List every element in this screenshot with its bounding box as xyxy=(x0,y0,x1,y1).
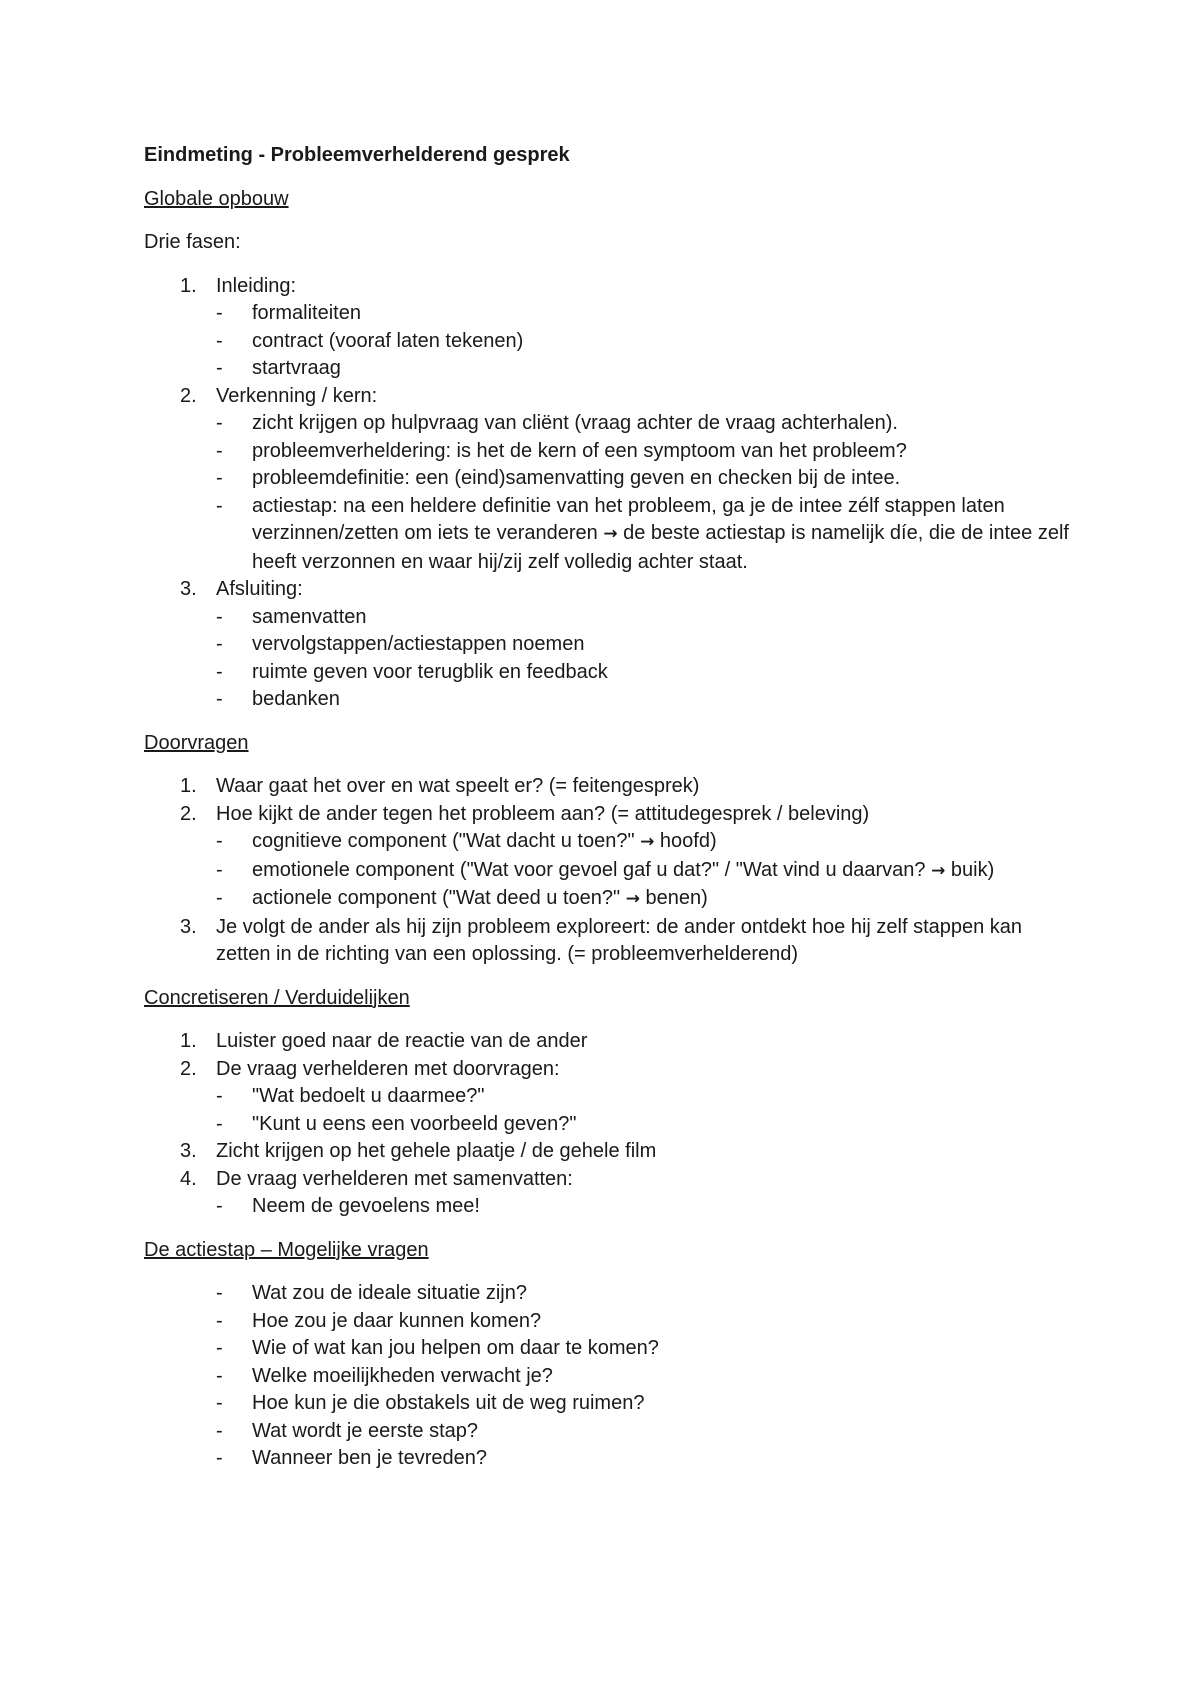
sub-list xyxy=(216,300,1074,383)
sub-item xyxy=(216,355,1074,383)
list-item xyxy=(144,1138,1074,1166)
sub-item-text: Wie of wat kan jou helpen om daar te komen? xyxy=(252,1337,659,1359)
sub-item xyxy=(216,1083,1074,1111)
dash-bullet: - xyxy=(216,830,223,852)
list-item-text: Verkenning / kern: xyxy=(216,384,378,407)
list-item xyxy=(144,1028,1074,1056)
sub-item-text: "Wat bedoelt u daarmee?" xyxy=(252,1085,485,1107)
sub-item xyxy=(216,1363,1074,1391)
sub-item-text: Wanneer ben je tevreden? xyxy=(252,1447,487,1469)
list-number: 3. xyxy=(180,1140,197,1162)
sub-item xyxy=(216,828,1074,857)
dash-bullet: - xyxy=(216,467,223,489)
dash-bullet: - xyxy=(216,357,223,379)
sub-item xyxy=(216,1280,1074,1308)
sub-list xyxy=(216,604,1074,714)
dash-bullet: - xyxy=(216,633,223,655)
sub-item xyxy=(216,465,1074,493)
sub-item xyxy=(216,300,1074,328)
sub-item xyxy=(216,686,1074,714)
list-item-text: Zicht krijgen op het gehele plaatje / de gehele film xyxy=(216,1140,657,1162)
arrow-right-icon: → xyxy=(931,860,946,881)
phases-list xyxy=(144,273,1074,714)
list-number: 2. xyxy=(180,1057,197,1080)
sub-item-text: de beste actiestap is namelijk díe, die de intee zelf heeft verzonnen en waar hij/zij zelf volledig achter staat. xyxy=(252,522,1069,573)
sub-item-text: ruimte geven voor terugblik en feedback xyxy=(252,660,608,683)
sub-item xyxy=(216,631,1074,659)
dash-bullet: - xyxy=(216,494,223,517)
sub-item-text: bedanken xyxy=(252,688,340,710)
sub-item-text: cognitieve component ("Wat dacht u toen?" xyxy=(252,830,641,852)
sub-item-text: vervolgstappen/actiestappen noemen xyxy=(252,633,585,655)
sub-list xyxy=(216,410,1074,576)
sub-item xyxy=(216,1308,1074,1336)
list-item-text: De vraag verhelderen met samenvatten: xyxy=(216,1167,573,1190)
list-item-text: De vraag verhelderen met doorvragen: xyxy=(216,1057,560,1080)
dash-bullet: - xyxy=(216,1195,223,1217)
sub-item-text: samenvatten xyxy=(252,605,367,628)
arrow-right-icon: → xyxy=(603,524,618,544)
list-item-text: Inleiding: xyxy=(216,274,297,297)
list-number: 3. xyxy=(180,578,197,600)
list-item xyxy=(144,1166,1074,1221)
sub-item xyxy=(216,857,1074,886)
sub-item-text: "Kunt u eens een voorbeeld geven?" xyxy=(252,1112,577,1135)
dash-bullet: - xyxy=(216,1309,223,1332)
dash-bullet: - xyxy=(216,1337,223,1359)
list-item xyxy=(144,576,1074,714)
sub-item-text: Welke moeilijkheden verwacht je? xyxy=(252,1364,553,1387)
sub-item xyxy=(216,1193,1074,1221)
list-item-text: Je volgt de ander als hij zijn probleem exploreert: de ander ontdekt hoe hij zelf stappen kan zetten in de richting van een oplossing. (= probleemverhelderend) xyxy=(216,915,1023,965)
dash-bullet: - xyxy=(216,1447,223,1469)
sub-item xyxy=(216,1418,1074,1446)
sub-item-text: startvraag xyxy=(252,357,341,379)
document-body xyxy=(144,142,1074,1489)
dash-bullet: - xyxy=(216,1392,223,1414)
sub-item-text: actionele component ("Wat deed u toen?" xyxy=(252,887,626,909)
list-number: 2. xyxy=(180,802,197,825)
sub-item-text: contract (vooraf laten tekenen) xyxy=(252,329,524,352)
list-item xyxy=(144,383,1074,577)
list-number: 1. xyxy=(180,775,197,797)
list-item xyxy=(144,914,1074,969)
list-number: 4. xyxy=(180,1167,197,1190)
sub-item xyxy=(216,885,1074,914)
section-heading-doorvragen: Doorvragen xyxy=(144,731,249,754)
dash-bullet: - xyxy=(216,1282,223,1304)
list-item xyxy=(144,773,1074,801)
list-number: 1. xyxy=(180,1030,197,1052)
sub-item xyxy=(216,410,1074,438)
dash-bullet: - xyxy=(216,1364,223,1387)
sub-item-text: benen) xyxy=(639,887,708,909)
section-heading-globale-opbouw: Globale opbouw xyxy=(144,187,289,210)
sub-item-text: actiestap: na een heldere definitie van het probleem, ga je de intee zélf stappen laten verzinnen/zetten om iets te veranderen xyxy=(252,494,1005,544)
sub-item xyxy=(216,438,1074,466)
sub-item xyxy=(216,604,1074,632)
sub-item xyxy=(216,1111,1074,1139)
sub-item-text: Hoe kun je die obstakels uit de weg ruimen? xyxy=(252,1392,645,1414)
list-item-text: Hoe kijkt de ander tegen het probleem aan? (= attitudegesprek / beleving) xyxy=(216,802,870,825)
sub-item-text: Wat wordt je eerste stap? xyxy=(252,1419,479,1442)
sub-item-text: Wat zou de ideale situatie zijn? xyxy=(252,1282,527,1304)
arrow-right-icon: → xyxy=(625,889,640,909)
dash-bullet: - xyxy=(216,858,223,881)
dash-bullet: - xyxy=(216,1112,223,1135)
list-item-text: Waar gaat het over en wat speelt er? (= feitengesprek) xyxy=(216,775,700,797)
sub-item-text: hoofd) xyxy=(654,830,717,852)
dash-bullet: - xyxy=(216,660,223,683)
dash-bullet: - xyxy=(216,1085,223,1107)
intro-text: Drie fasen: xyxy=(144,231,241,253)
concretiseren-list xyxy=(144,1028,1074,1221)
sub-item-text: buik) xyxy=(945,858,995,881)
sub-list xyxy=(216,828,1074,914)
dash-bullet: - xyxy=(216,302,223,324)
dash-bullet: - xyxy=(216,329,223,352)
dash-bullet: - xyxy=(216,439,223,462)
sub-item-text: Hoe zou je daar kunnen komen? xyxy=(252,1309,542,1332)
list-item-text: Luister goed naar de reactie van de ander xyxy=(216,1030,588,1052)
list-item xyxy=(144,1056,1074,1139)
section-heading-actiestap: De actiestap – Mogelijke vragen xyxy=(144,1238,429,1261)
section-heading-concretiseren: Concretiseren / Verduidelijken xyxy=(144,986,410,1009)
sub-item xyxy=(216,328,1074,356)
dash-bullet: - xyxy=(216,412,223,434)
sub-item xyxy=(216,659,1074,687)
doorvragen-list xyxy=(144,773,1074,969)
dash-bullet: - xyxy=(216,1419,223,1442)
document-title: Eindmeting - Probleemverhelderend gesprek xyxy=(144,144,570,166)
sub-item xyxy=(216,493,1074,577)
list-number: 1. xyxy=(180,274,197,297)
list-number: 3. xyxy=(180,915,197,938)
actiestap-questions-list xyxy=(144,1280,1074,1473)
list-item xyxy=(144,273,1074,383)
arrow-right-icon: → xyxy=(640,832,655,852)
sub-list xyxy=(216,1193,1074,1221)
list-item-text: Afsluiting: xyxy=(216,578,303,600)
sub-item-text: probleemverheldering: is het de kern of een symptoom van het probleem? xyxy=(252,439,907,462)
list-number: 2. xyxy=(180,384,197,407)
sub-item-text: probleemdefinitie: een (eind)samenvatting geven en checken bij de intee. xyxy=(252,467,901,489)
dash-bullet: - xyxy=(216,688,223,710)
sub-item-text: emotionele component ("Wat voor gevoel gaf u dat?" / "Wat vind u daarvan? xyxy=(252,858,932,881)
dash-bullet: - xyxy=(216,605,223,628)
sub-item-text: zicht krijgen op hulpvraag van cliënt (vraag achter de vraag achterhalen). xyxy=(252,412,898,434)
sub-item xyxy=(216,1445,1074,1473)
list-item xyxy=(144,801,1074,914)
dash-bullet: - xyxy=(216,887,223,909)
sub-item-text: formaliteiten xyxy=(252,302,361,324)
sub-list xyxy=(216,1083,1074,1138)
sub-item xyxy=(216,1390,1074,1418)
sub-item xyxy=(216,1335,1074,1363)
sub-item-text: Neem de gevoelens mee! xyxy=(252,1195,480,1217)
